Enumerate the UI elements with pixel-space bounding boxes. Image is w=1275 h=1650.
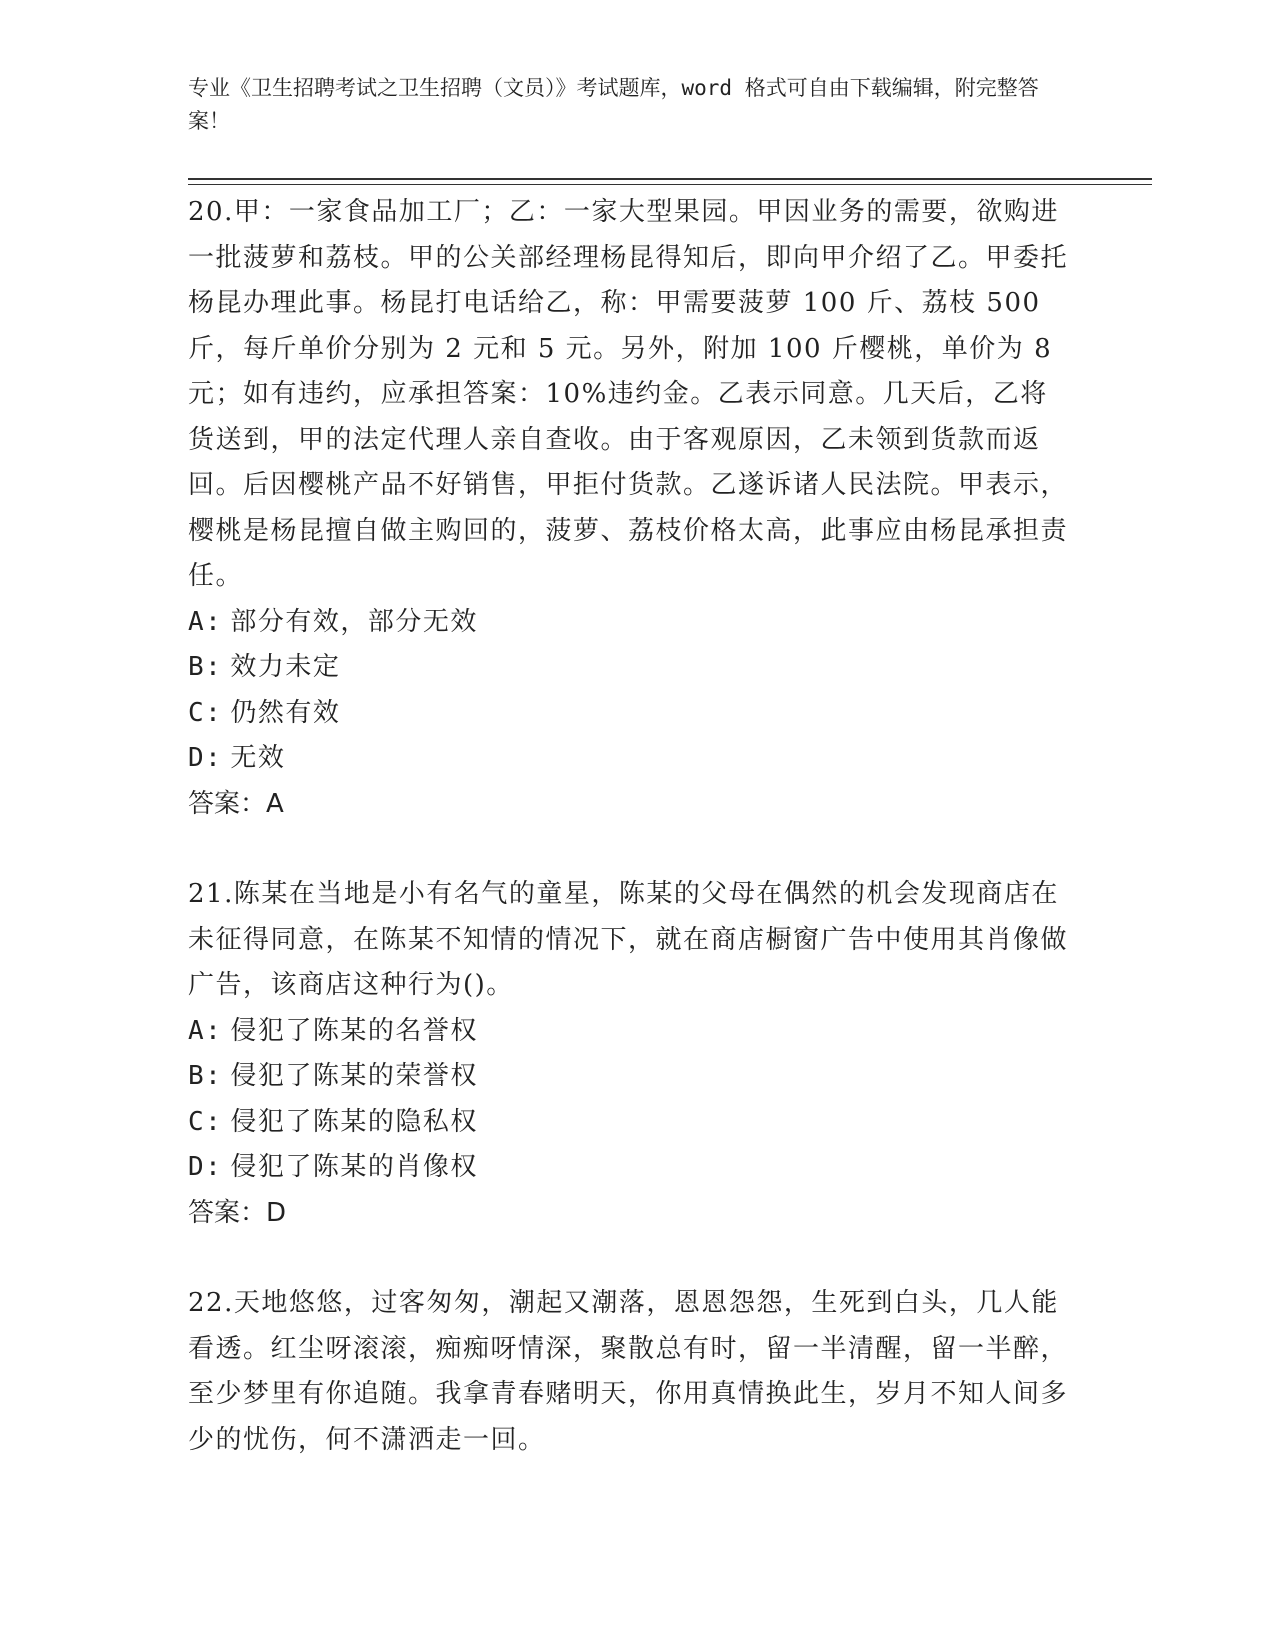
option-letter: A: [188,1015,223,1046]
option-text: 仍然有效 [230,697,341,728]
option-text: 效力未定 [230,652,341,682]
option-list [188,600,1068,782]
option-letter: D: [188,743,223,773]
question-text: 22.天地悠悠，过客匆匆，潮起又潮落，恩恩怨怨，生死到白头，几人能看透。红尘呀滚滚，痴痴呀情深，聚散总有时，留一半清醒，留一半醉，至少梦里有你追随。我拿青春赌明天，你用真情换此生，岁月不知人间多少的忧伤，何不潇洒走一回。 [188,1288,1069,1455]
option-text: 无效 [230,743,286,773]
option-letter: C: [188,1106,223,1137]
option-letter: B: [188,652,223,682]
option-b [188,1054,1068,1100]
option-text: 侵犯了陈某的隐私权 [230,1106,478,1137]
option-a [188,600,1068,646]
option-text: 侵犯了陈某的荣誉权 [230,1061,478,1091]
question-block [188,872,1068,1236]
question-text: 21.陈某在当地是小有名气的童星，陈某的父母在偶然的机会发现商店在未征得同意，在陈某不知情的情况下，就在商店橱窗广告中使用其肖像做广告，该商店这种行为()。 [188,879,1069,1000]
option-letter: C: [188,697,223,728]
question-list [188,190,1068,1508]
option-d [188,736,1068,782]
header-rule-thick [188,178,1152,180]
question-text: 20.甲：一家食品加工厂；乙：一家大型果园。甲因业务的需要，欲购进一批菠萝和荔枝。甲的公关部经理杨昆得知后，即向甲介绍了乙。甲委托杨昆办理此事。杨昆打电话给乙，称：甲需要菠萝 100 斤、荔枝 500 斤，每斤单价分别为 2 元和 5 元。另外，附加 100 斤樱桃，单价为 8 元；如有违约，应承担答案：10%违约金。乙表示同意。几天后，乙将货送到，甲的法定代理人亲自查收。由于客观原因，乙未领到货款而返回。后因樱桃产品不好销售，甲拒付货款。乙遂诉诸人民法院。甲表示，樱桃是杨昆擅自做主购回的，菠萝、荔枝价格太高，此事应由杨昆承担责任。 [188,197,1069,591]
question-block [188,1281,1068,1463]
option-c [188,691,1068,737]
question-block [188,190,1068,827]
option-c [188,1100,1068,1146]
option-letter: B: [188,1061,223,1091]
option-letter: A: [188,606,223,637]
document-header: 专业《卫生招聘考试之卫生招聘（文员）》考试题库，word 格式可自由下载编辑，附完整答案！ [188,76,1039,133]
option-text: 部分有效，部分无效 [230,606,478,637]
option-b [188,645,1068,691]
option-text: 侵犯了陈某的名誉权 [230,1015,478,1046]
option-letter: D: [188,1152,223,1182]
answer-text: 答案：D [188,1197,287,1228]
option-list [188,1009,1068,1191]
option-a [188,1009,1068,1055]
option-text: 侵犯了陈某的肖像权 [230,1152,478,1182]
option-d [188,1145,1068,1191]
header-rule-thin [188,184,1152,185]
answer-text: 答案：A [188,788,284,819]
